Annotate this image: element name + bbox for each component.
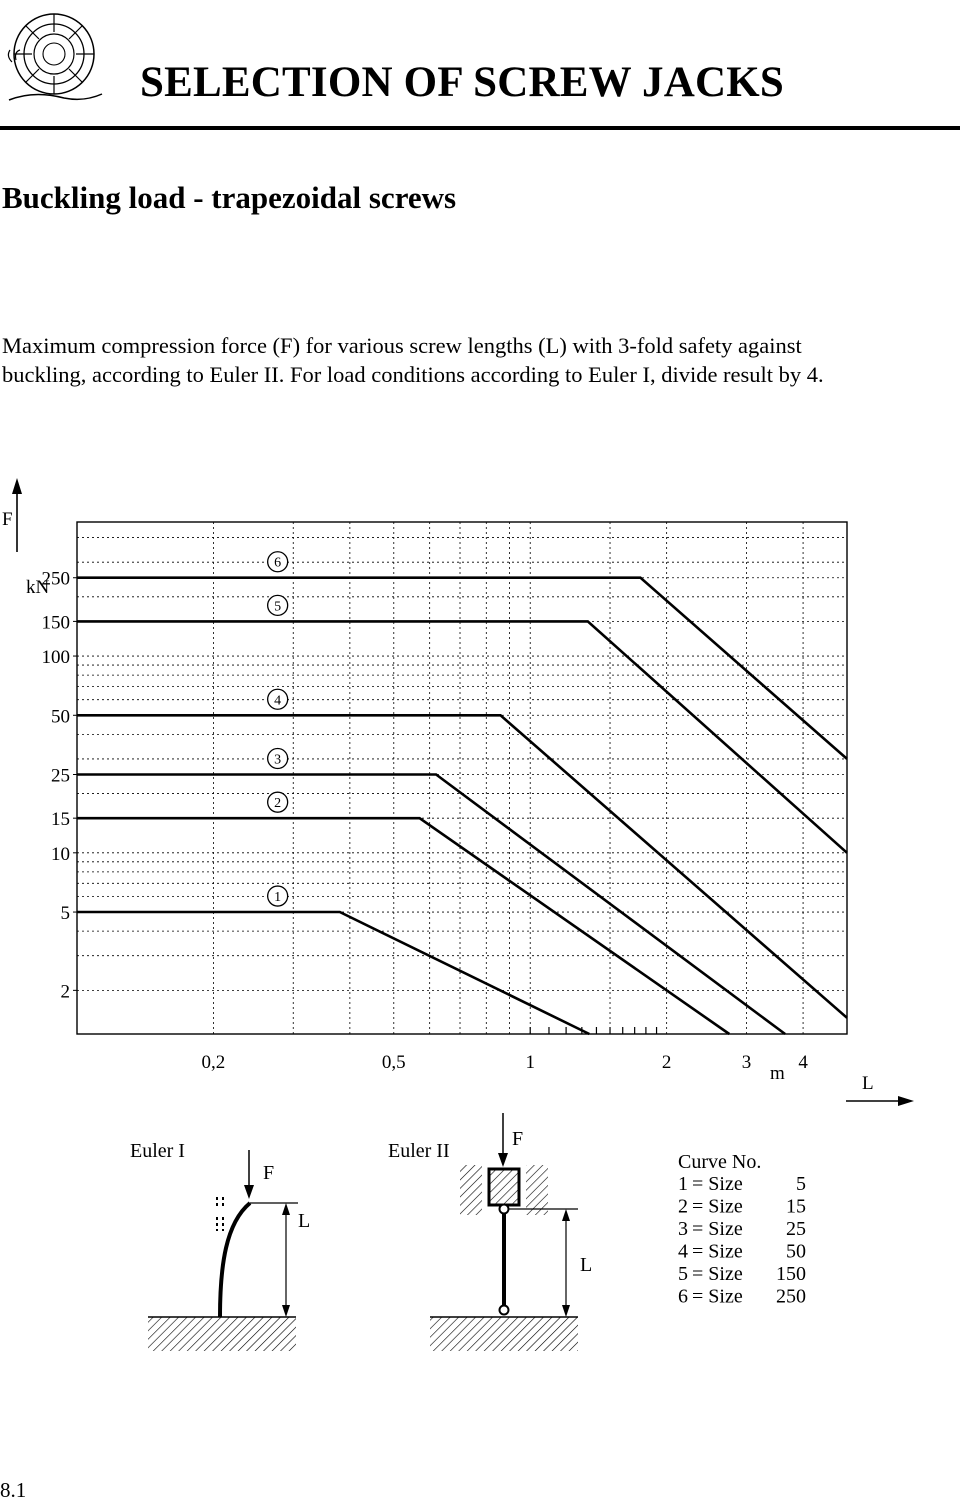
y-tick-label: 250 bbox=[41, 568, 70, 590]
curve-3-line bbox=[77, 775, 785, 1035]
y-tick-label: 2 bbox=[60, 981, 70, 1003]
euler-1-title: Euler I bbox=[130, 1140, 185, 1162]
buckling-load-chart bbox=[0, 470, 960, 1120]
header-divider bbox=[0, 126, 960, 130]
curve-2-marker-label: 2 bbox=[274, 796, 282, 812]
length-arrow-icon bbox=[562, 1209, 570, 1317]
x-tick-label: 2 bbox=[661, 1052, 672, 1073]
guide-wall-left bbox=[460, 1165, 482, 1215]
euler-1-length-label: L bbox=[298, 1210, 311, 1232]
snail-shell-logo-icon bbox=[4, 2, 104, 104]
euler-diagrams bbox=[0, 1105, 960, 1365]
y-axis-ticks bbox=[42, 569, 78, 1003]
plot-frame bbox=[77, 522, 847, 1034]
length-arrow-icon bbox=[282, 1203, 290, 1317]
curve-1-line bbox=[77, 912, 589, 1034]
y-axis-unit: kN bbox=[26, 577, 50, 598]
curve-4-marker-label: 4 bbox=[274, 693, 282, 709]
euler-1-force-label: F bbox=[263, 1162, 275, 1184]
x-tick-label: 3 bbox=[741, 1052, 752, 1073]
x-tick-label: 0,5 bbox=[381, 1052, 406, 1073]
x-tick-label: 4 bbox=[798, 1052, 808, 1073]
x-axis-unit: m bbox=[770, 1063, 785, 1084]
force-arrow-icon bbox=[498, 1113, 508, 1167]
y-tick-label: 50 bbox=[51, 706, 70, 728]
legend-row: 4 = Size 50 bbox=[678, 1240, 806, 1263]
ground-hatch bbox=[148, 1317, 296, 1351]
legend-title: Curve No. bbox=[678, 1151, 762, 1173]
curve-5-marker-label: 5 bbox=[274, 599, 282, 615]
legend-row: 2 = Size 15 bbox=[678, 1195, 806, 1218]
intro-paragraph bbox=[2, 331, 960, 389]
curve-6-line bbox=[77, 578, 847, 759]
bent-column bbox=[220, 1203, 250, 1317]
force-arrow-icon bbox=[244, 1150, 254, 1199]
legend-row: 6 = Size 250 bbox=[678, 1285, 806, 1308]
page-title: SELECTION OF SCREW JACKS bbox=[140, 59, 784, 106]
guide-block bbox=[489, 1169, 519, 1205]
curve-3-marker-label: 3 bbox=[274, 752, 282, 768]
euler-1-diagram bbox=[130, 1140, 310, 1351]
curve-2-line bbox=[77, 818, 729, 1034]
y-tick-label: 100 bbox=[41, 647, 70, 669]
f-axis-arrow-icon bbox=[12, 478, 22, 552]
x-axis-label: L bbox=[862, 1073, 874, 1094]
euler-2-diagram bbox=[388, 1113, 592, 1351]
ground-hatch bbox=[430, 1317, 578, 1351]
intro-line-1: Maximum compression force (F) for various screw lengths (L) with 3-fold safety against bbox=[2, 333, 802, 358]
curve-6-marker-label: 6 bbox=[274, 555, 282, 571]
euler-2-force-label: F bbox=[512, 1128, 524, 1150]
chart-series bbox=[77, 578, 847, 1034]
intro-line-2: buckling, according to Euler II. For load conditions according to Euler I, divide result by 4. bbox=[2, 362, 824, 387]
euler-2-title: Euler II bbox=[388, 1140, 450, 1162]
guide-wall-right bbox=[526, 1165, 548, 1215]
section-heading: Buckling load - trapezoidal screws bbox=[2, 180, 457, 215]
curve-legend bbox=[678, 1151, 806, 1308]
legend-row: 3 = Size 25 bbox=[678, 1218, 806, 1240]
euler-2-length-label: L bbox=[580, 1254, 593, 1276]
y-tick-label: 25 bbox=[51, 765, 70, 787]
chart-grid bbox=[77, 522, 847, 1034]
legend-row: 1 = Size 5 bbox=[678, 1173, 806, 1195]
y-tick-label: 15 bbox=[51, 809, 70, 831]
y-tick-label: 5 bbox=[60, 903, 70, 925]
page-number: 8.1 bbox=[0, 1478, 27, 1502]
curve-1-marker-label: 1 bbox=[274, 890, 282, 906]
y-tick-label: 10 bbox=[51, 843, 70, 865]
legend-row: 5 = Size 150 bbox=[678, 1263, 806, 1285]
y-axis-label: F bbox=[2, 509, 13, 530]
x-tick-label: 1 bbox=[525, 1052, 535, 1073]
x-tick-label: 0,2 bbox=[201, 1052, 226, 1073]
y-tick-label: 150 bbox=[41, 612, 70, 634]
